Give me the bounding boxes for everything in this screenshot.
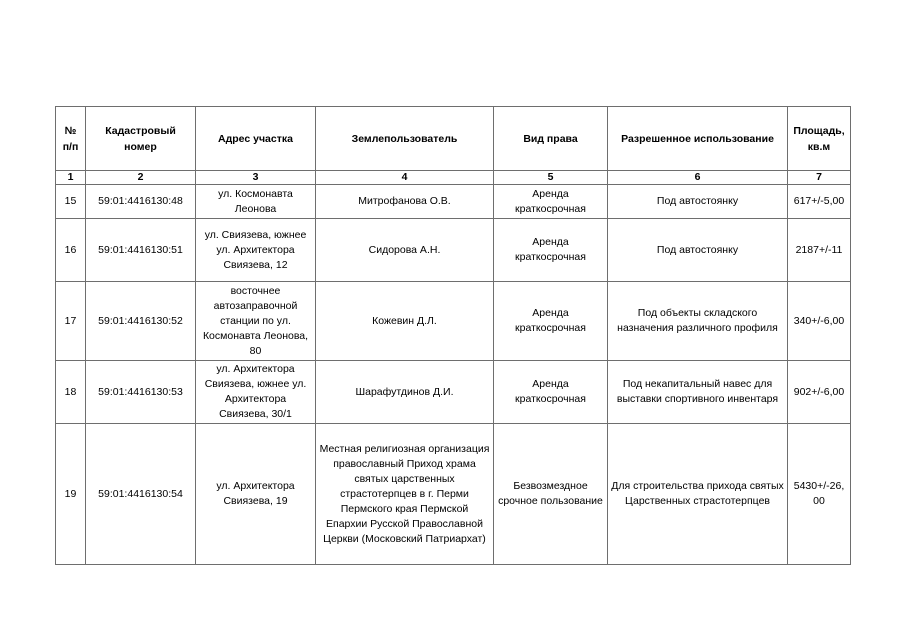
cell-area: 2187+/-11 <box>788 219 851 282</box>
cell-permitted-use: Под некапитальный навес для выставки спортивного инвентаря <box>608 361 788 424</box>
cell-right-type: Аренда краткосрочная <box>494 361 608 424</box>
cell-cadastral-number: 59:01:4416130:53 <box>86 361 196 424</box>
cell-area: 5430+/-26,00 <box>788 424 851 565</box>
column-number: 6 <box>608 171 788 185</box>
cell-cadastral-number: 59:01:4416130:54 <box>86 424 196 565</box>
column-number: 5 <box>494 171 608 185</box>
cell-land-user: Сидорова А.Н. <box>316 219 494 282</box>
header-land-user: Землепользователь <box>316 107 494 171</box>
header-right-type: Вид права <box>494 107 608 171</box>
cell-right-type: Аренда краткосрочная <box>494 219 608 282</box>
cell-number: 16 <box>56 219 86 282</box>
cell-land-user: Шарафутдинов Д.И. <box>316 361 494 424</box>
table-row <box>56 282 851 361</box>
land-plots-table <box>55 106 851 565</box>
cell-address: ул. Космонавта Леонова <box>196 185 316 219</box>
table-row <box>56 219 851 282</box>
header-number: № п/п <box>56 107 86 171</box>
cell-cadastral-number: 59:01:4416130:48 <box>86 185 196 219</box>
cell-address: восточнее автозаправочной станции по ул. Космонавта Леонова, 80 <box>196 282 316 361</box>
column-number: 1 <box>56 171 86 185</box>
table-row <box>56 424 851 565</box>
column-number-row <box>56 171 851 185</box>
cell-number: 17 <box>56 282 86 361</box>
cell-area: 617+/-5,00 <box>788 185 851 219</box>
cell-land-user: Кожевин Д.Л. <box>316 282 494 361</box>
cell-permitted-use: Под автостоянку <box>608 185 788 219</box>
cell-right-type: Аренда краткосрочная <box>494 185 608 219</box>
cell-address: ул. Архитектора Свиязева, южнее ул. Архитектора Свиязева, 30/1 <box>196 361 316 424</box>
cell-right-type: Аренда краткосрочная <box>494 282 608 361</box>
cell-area: 902+/-6,00 <box>788 361 851 424</box>
header-permitted-use: Разрешенное использование <box>608 107 788 171</box>
cell-permitted-use: Для строительства прихода святых Царственных страстотерпцев <box>608 424 788 565</box>
cell-permitted-use: Под объекты складского назначения различного профиля <box>608 282 788 361</box>
cell-number: 19 <box>56 424 86 565</box>
column-number: 3 <box>196 171 316 185</box>
cell-address: ул. Свиязева, южнее ул. Архитектора Свиязева, 12 <box>196 219 316 282</box>
cell-land-user: Местная религиозная организация православный Приход храма святых царственных страстотерпцев в г. Перми Пермского края Пермской Епархии Русской Православной Церкви (Московский Патриархат) <box>316 424 494 565</box>
cell-cadastral-number: 59:01:4416130:51 <box>86 219 196 282</box>
header-area: Площадь, кв.м <box>788 107 851 171</box>
table-row <box>56 361 851 424</box>
cell-address: ул. Архитектора Свиязева, 19 <box>196 424 316 565</box>
header-cadastral-number: Кадастровый номер <box>86 107 196 171</box>
column-number: 7 <box>788 171 851 185</box>
cell-right-type: Безвозмездное срочное пользование <box>494 424 608 565</box>
cell-cadastral-number: 59:01:4416130:52 <box>86 282 196 361</box>
cell-number: 18 <box>56 361 86 424</box>
cell-number: 15 <box>56 185 86 219</box>
column-number: 4 <box>316 171 494 185</box>
cell-land-user: Митрофанова О.В. <box>316 185 494 219</box>
table-header-row <box>56 107 851 171</box>
column-number: 2 <box>86 171 196 185</box>
cell-area: 340+/-6,00 <box>788 282 851 361</box>
table-row <box>56 185 851 219</box>
cell-permitted-use: Под автостоянку <box>608 219 788 282</box>
header-address: Адрес участка <box>196 107 316 171</box>
